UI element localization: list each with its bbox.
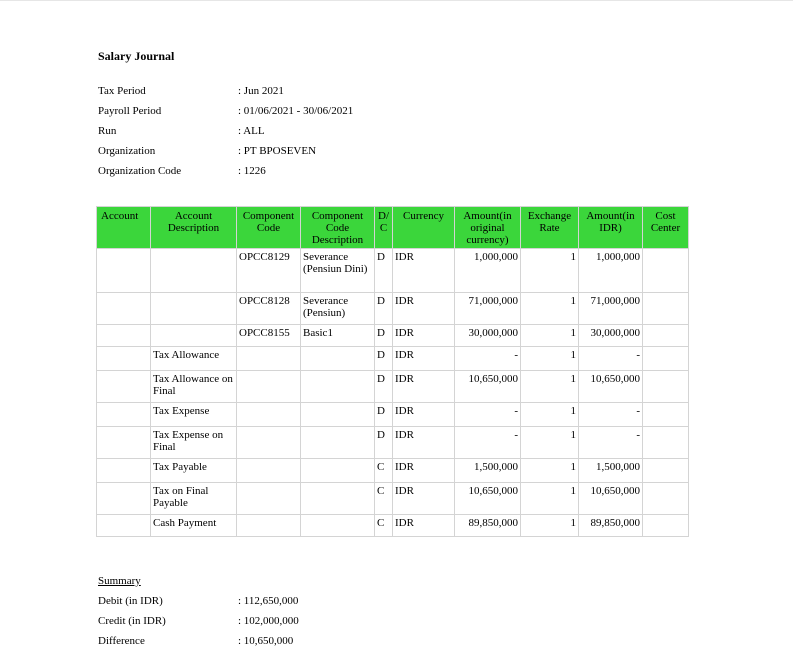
cell-account-description: Tax Allowance (151, 347, 237, 371)
meta-row-organization-code (98, 165, 353, 185)
cell-component-description (301, 483, 375, 515)
summary-row-credit (98, 615, 299, 635)
cell-dc: C (375, 483, 393, 515)
table-row (97, 459, 689, 483)
cell-account-description: Tax Expense on Final (151, 427, 237, 459)
cell-amount-idr: - (579, 347, 643, 371)
table-body (97, 249, 689, 537)
cell-component-code (237, 483, 301, 515)
cell-exchange-rate: 1 (521, 427, 579, 459)
meta-value: : ALL (238, 125, 265, 137)
cell-amount-original: 1,500,000 (455, 459, 521, 483)
cell-component-code (237, 515, 301, 537)
column-header: Currency (393, 207, 455, 249)
cell-amount-original: 10,650,000 (455, 371, 521, 403)
header-meta (98, 85, 353, 185)
cell-component-code (237, 403, 301, 427)
meta-row-tax-period (98, 85, 353, 105)
cell-currency: IDR (393, 403, 455, 427)
cell-currency: IDR (393, 347, 455, 371)
cell-dc: D (375, 371, 393, 403)
cell-cost-center (643, 249, 689, 293)
cell-account (97, 293, 151, 325)
cell-component-code (237, 427, 301, 459)
cell-currency: IDR (393, 249, 455, 293)
cell-amount-idr: - (579, 403, 643, 427)
cell-amount-original: 30,000,000 (455, 325, 521, 347)
column-header: Account (97, 207, 151, 249)
cell-cost-center (643, 325, 689, 347)
cell-cost-center (643, 371, 689, 403)
cell-exchange-rate: 1 (521, 403, 579, 427)
summary-value: : 10,650,000 (238, 635, 294, 647)
cell-dc: C (375, 459, 393, 483)
column-header: Cost Center (643, 207, 689, 249)
cell-amount-idr: 1,500,000 (579, 459, 643, 483)
cell-amount-idr: 30,000,000 (579, 325, 643, 347)
column-header: Component Code Description (301, 207, 375, 249)
meta-value: : 1226 (238, 165, 266, 177)
cell-dc: D (375, 325, 393, 347)
cell-exchange-rate: 1 (521, 371, 579, 403)
cell-dc: D (375, 403, 393, 427)
meta-label: Tax Period (98, 85, 146, 97)
cell-component-code (237, 347, 301, 371)
cell-amount-original: 10,650,000 (455, 483, 521, 515)
cell-cost-center (643, 459, 689, 483)
meta-value: : Jun 2021 (238, 85, 284, 97)
cell-component-description: Severance (Pensiun Dini) (301, 249, 375, 293)
cell-currency: IDR (393, 483, 455, 515)
meta-row-payroll-period (98, 105, 353, 125)
cell-account (97, 371, 151, 403)
cell-component-description (301, 427, 375, 459)
cell-cost-center (643, 293, 689, 325)
cell-component-description (301, 515, 375, 537)
cell-dc: C (375, 515, 393, 537)
cell-account-description (151, 325, 237, 347)
cell-exchange-rate: 1 (521, 515, 579, 537)
page-title: Salary Journal (98, 49, 175, 63)
cell-component-code (237, 459, 301, 483)
cell-account-description: Tax on Final Payable (151, 483, 237, 515)
cell-dc: D (375, 293, 393, 325)
column-header: Amount(in IDR) (579, 207, 643, 249)
top-divider (0, 0, 793, 1)
cell-amount-original: 89,850,000 (455, 515, 521, 537)
cell-amount-original: 1,000,000 (455, 249, 521, 293)
cell-account-description: Tax Payable (151, 459, 237, 483)
meta-label: Organization (98, 145, 156, 157)
cell-exchange-rate: 1 (521, 249, 579, 293)
table-row (97, 249, 689, 293)
table-row (97, 403, 689, 427)
cell-amount-idr: 10,650,000 (579, 483, 643, 515)
table-row (97, 371, 689, 403)
summary-value: : 102,000,000 (238, 615, 299, 627)
cell-dc: D (375, 427, 393, 459)
cell-currency: IDR (393, 427, 455, 459)
cell-account (97, 325, 151, 347)
column-header: Account Description (151, 207, 237, 249)
cell-currency: IDR (393, 371, 455, 403)
cell-component-code: OPCC8128 (237, 293, 301, 325)
summary-value: : 112,650,000 (238, 595, 299, 607)
meta-row-run (98, 125, 353, 145)
column-header: Exchange Rate (521, 207, 579, 249)
cell-account (97, 249, 151, 293)
cell-amount-original: - (455, 347, 521, 371)
cell-exchange-rate: 1 (521, 459, 579, 483)
cell-account (97, 403, 151, 427)
table-row (97, 515, 689, 537)
cell-amount-idr: 89,850,000 (579, 515, 643, 537)
cell-component-description (301, 403, 375, 427)
cell-component-description (301, 347, 375, 371)
cell-component-description: Basic1 (301, 325, 375, 347)
cell-cost-center (643, 483, 689, 515)
meta-row-organization (98, 145, 353, 165)
summary-heading: Summary (98, 575, 141, 587)
cell-exchange-rate: 1 (521, 347, 579, 371)
cell-account-description: Cash Payment (151, 515, 237, 537)
cell-currency: IDR (393, 325, 455, 347)
table-row (97, 325, 689, 347)
cell-account-description (151, 249, 237, 293)
meta-label: Payroll Period (98, 105, 162, 117)
meta-value: : 01/06/2021 - 30/06/2021 (238, 105, 354, 117)
cell-cost-center (643, 515, 689, 537)
cell-component-description (301, 459, 375, 483)
cell-amount-original: - (455, 427, 521, 459)
table-header-row (97, 207, 689, 249)
cell-dc: D (375, 249, 393, 293)
column-header: Amount(in original currency) (455, 207, 521, 249)
cell-exchange-rate: 1 (521, 293, 579, 325)
table-row (97, 347, 689, 371)
cell-account-description: Tax Expense (151, 403, 237, 427)
cell-amount-original: 71,000,000 (455, 293, 521, 325)
cell-account (97, 347, 151, 371)
cell-account (97, 427, 151, 459)
cell-component-code (237, 371, 301, 403)
cell-dc: D (375, 347, 393, 371)
cell-exchange-rate: 1 (521, 483, 579, 515)
table-row (97, 483, 689, 515)
cell-component-code: OPCC8155 (237, 325, 301, 347)
summary-label: Debit (in IDR) (98, 595, 163, 607)
cell-currency: IDR (393, 515, 455, 537)
cell-account (97, 515, 151, 537)
meta-label: Run (98, 125, 117, 137)
table-row (97, 293, 689, 325)
column-header: D/ C (375, 207, 393, 249)
cell-component-description (301, 371, 375, 403)
cell-exchange-rate: 1 (521, 325, 579, 347)
table-row (97, 427, 689, 459)
cell-account-description: Tax Allowance on Final (151, 371, 237, 403)
journal-table (96, 206, 689, 537)
summary-label: Credit (in IDR) (98, 615, 166, 627)
meta-label: Organization Code (98, 165, 182, 177)
cell-account (97, 459, 151, 483)
cell-amount-idr: 10,650,000 (579, 371, 643, 403)
cell-account-description (151, 293, 237, 325)
meta-value: : PT BPOSEVEN (238, 145, 317, 157)
cell-currency: IDR (393, 293, 455, 325)
column-header: Component Code (237, 207, 301, 249)
cell-cost-center (643, 427, 689, 459)
cell-account (97, 483, 151, 515)
summary-label: Difference (98, 635, 145, 647)
cell-currency: IDR (393, 459, 455, 483)
cell-cost-center (643, 347, 689, 371)
summary-row-debit (98, 595, 299, 615)
cell-amount-idr: - (579, 427, 643, 459)
cell-cost-center (643, 403, 689, 427)
cell-amount-idr: 71,000,000 (579, 293, 643, 325)
summary-section (98, 575, 299, 655)
cell-amount-original: - (455, 403, 521, 427)
cell-component-code: OPCC8129 (237, 249, 301, 293)
summary-row-difference (98, 635, 299, 655)
cell-component-description: Severance (Pensiun) (301, 293, 375, 325)
cell-amount-idr: 1,000,000 (579, 249, 643, 293)
